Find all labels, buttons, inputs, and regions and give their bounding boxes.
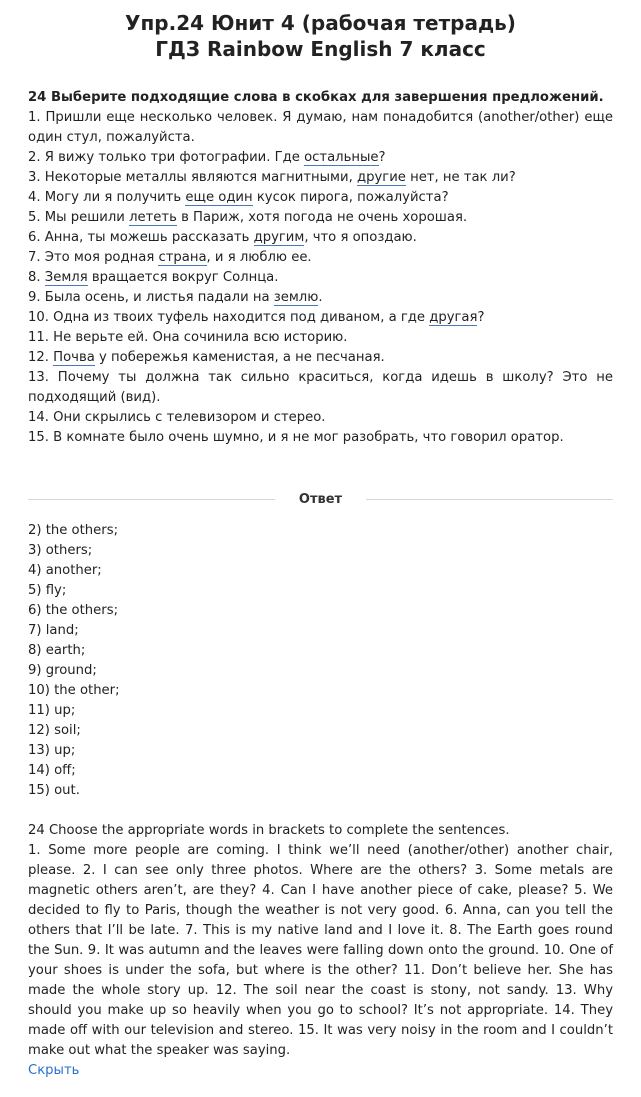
english-block — [28, 821, 613, 1081]
answer-item: 8) earth; — [28, 643, 86, 658]
task-sentence-9 — [28, 288, 613, 308]
sentence-text: ? — [477, 310, 485, 325]
task-sentence-14: 14. Они скрылись с телевизором и стерео. — [28, 410, 326, 425]
task-sentence-12 — [28, 348, 613, 368]
sentence-text: . — [318, 290, 323, 305]
sentence-text: 6. Анна, ты можешь рассказать — [28, 230, 254, 245]
underlined-word: еще один — [185, 190, 253, 205]
sentence-text: вращается вокруг Солнца. — [87, 270, 279, 285]
divider-line-right — [366, 499, 613, 500]
answer-item: 2) the others; — [28, 523, 119, 538]
sentence-text: у побережья каменистая, а не песчаная. — [94, 350, 385, 365]
task-sentence-11: 11. Не верьте ей. Она сочинила всю историю. — [28, 330, 348, 345]
task-block — [28, 88, 613, 448]
answer-item: 3) others; — [28, 543, 93, 558]
task-sentence-5 — [28, 208, 613, 228]
sentence-text: , и я люблю ее. — [206, 250, 312, 265]
answer-item: 7) land; — [28, 623, 79, 638]
answer-item: 14) off; — [28, 763, 76, 778]
task-sentence-2 — [28, 148, 613, 168]
title-line-2: ГДЗ Rainbow English 7 класс — [155, 37, 486, 61]
answer-item: 6) the others; — [28, 603, 119, 618]
task-heading: 24 Выберите подходящие слова в скобках для завершения предложений. — [28, 90, 604, 105]
sentence-text: 8. — [28, 270, 45, 285]
answer-item: 11) up; — [28, 703, 76, 718]
divider-line-left — [28, 499, 275, 500]
sentence-text: кусок пирога, пожалуйста? — [252, 190, 449, 205]
task-sentence-1: 1. Пришли еще несколько человек. Я думаю, нам понадобится (another/other) еще один стул, пожалуйста. — [28, 110, 613, 145]
task-sentence-4 — [28, 188, 613, 208]
hide-link[interactable]: Скрыть — [28, 1063, 80, 1078]
english-heading: 24 Choose the appropriate words in brackets to complete the sentences. — [28, 823, 510, 838]
underlined-word: Земля — [44, 270, 88, 285]
underlined-word: лететь — [129, 210, 177, 225]
answer-divider — [28, 492, 613, 507]
answer-item: 12) soil; — [28, 723, 81, 738]
sentence-text: 9. Была осень, и листья падали на — [28, 290, 274, 305]
underlined-word: страна — [158, 250, 207, 265]
underlined-word: землю — [273, 290, 319, 305]
underlined-word: другие — [356, 170, 406, 185]
sentence-text: ? — [378, 150, 386, 165]
underlined-word: другим — [253, 230, 305, 245]
sentence-text: 3. Некоторые металлы являются магнитными, — [28, 170, 357, 185]
sentence-text: 7. Это моя родная — [28, 250, 159, 265]
sentence-text: 5. Мы решили — [28, 210, 130, 225]
page-title — [28, 10, 613, 62]
title-line-1: Упр.24 Юнит 4 (рабочая тетрадь) — [125, 11, 516, 35]
task-sentence-3 — [28, 168, 613, 188]
answer-list — [28, 521, 613, 801]
answer-item: 5) fly; — [28, 583, 67, 598]
task-sentence-7 — [28, 248, 613, 268]
sentence-text: в Париж, хотя погода не очень хорошая. — [176, 210, 468, 225]
english-text: 1. Some more people are coming. I think we’ll need (another/other) another chair, please. 2. I can see only three photos. Where are the others? 3. Some metals are magnetic others aren’t, are they? 4. Can I have another piece of cake, please? 5. We decided to fly to Paris, though the weather is not very good. 6. Anna, can you tell the others that I’ll be late. 7. This is my native land and I love it. 8. The Earth goes round the Sun. 9. It was autumn and the leaves were falling down onto the ground. 10. One of your shoes is under the sofa, but where is the other? 11. Don’t believe her. She has made the whole story up. 12. The soil near the coast is stony, not sandy. 13. Why should you make up so heavily when you go to school? It’s not appropriate. 14. They made off with our television and stereo. 15. It was very noisy in the room and I couldn’t make out what the speaker was saying. — [28, 843, 613, 1058]
sentence-text: , что я опоздаю. — [304, 230, 417, 245]
task-sentence-15: 15. В комнате было очень шумно, и я не мог разобрать, что говорил оратор. — [28, 430, 564, 445]
underlined-word: Почва — [53, 350, 95, 365]
page — [0, 10, 641, 1081]
answer-item: 15) out. — [28, 783, 80, 798]
task-sentence-6 — [28, 228, 613, 248]
answer-item: 4) another; — [28, 563, 102, 578]
answer-item: 10) the other; — [28, 683, 120, 698]
sentence-text: нет, не так ли? — [405, 170, 516, 185]
answer-item: 13) up; — [28, 743, 76, 758]
task-sentence-10 — [28, 308, 613, 328]
task-sentence-13: 13. Почему ты должна так сильно краситься, когда идешь в школу? Это не подходящий (вид). — [28, 370, 613, 405]
answer-item: 9) ground; — [28, 663, 97, 678]
sentence-text: 12. — [28, 350, 54, 365]
sentence-text: 4. Могу ли я получить — [28, 190, 186, 205]
answer-label: Ответ — [298, 492, 343, 507]
sentence-text: 2. Я вижу только три фотографии. Где — [28, 150, 305, 165]
task-sentence-8 — [28, 268, 613, 288]
sentence-text: 10. Одна из твоих туфель находится под диваном, а где — [28, 310, 430, 325]
underlined-word: другая — [429, 310, 478, 325]
underlined-word: остальные — [304, 150, 379, 165]
